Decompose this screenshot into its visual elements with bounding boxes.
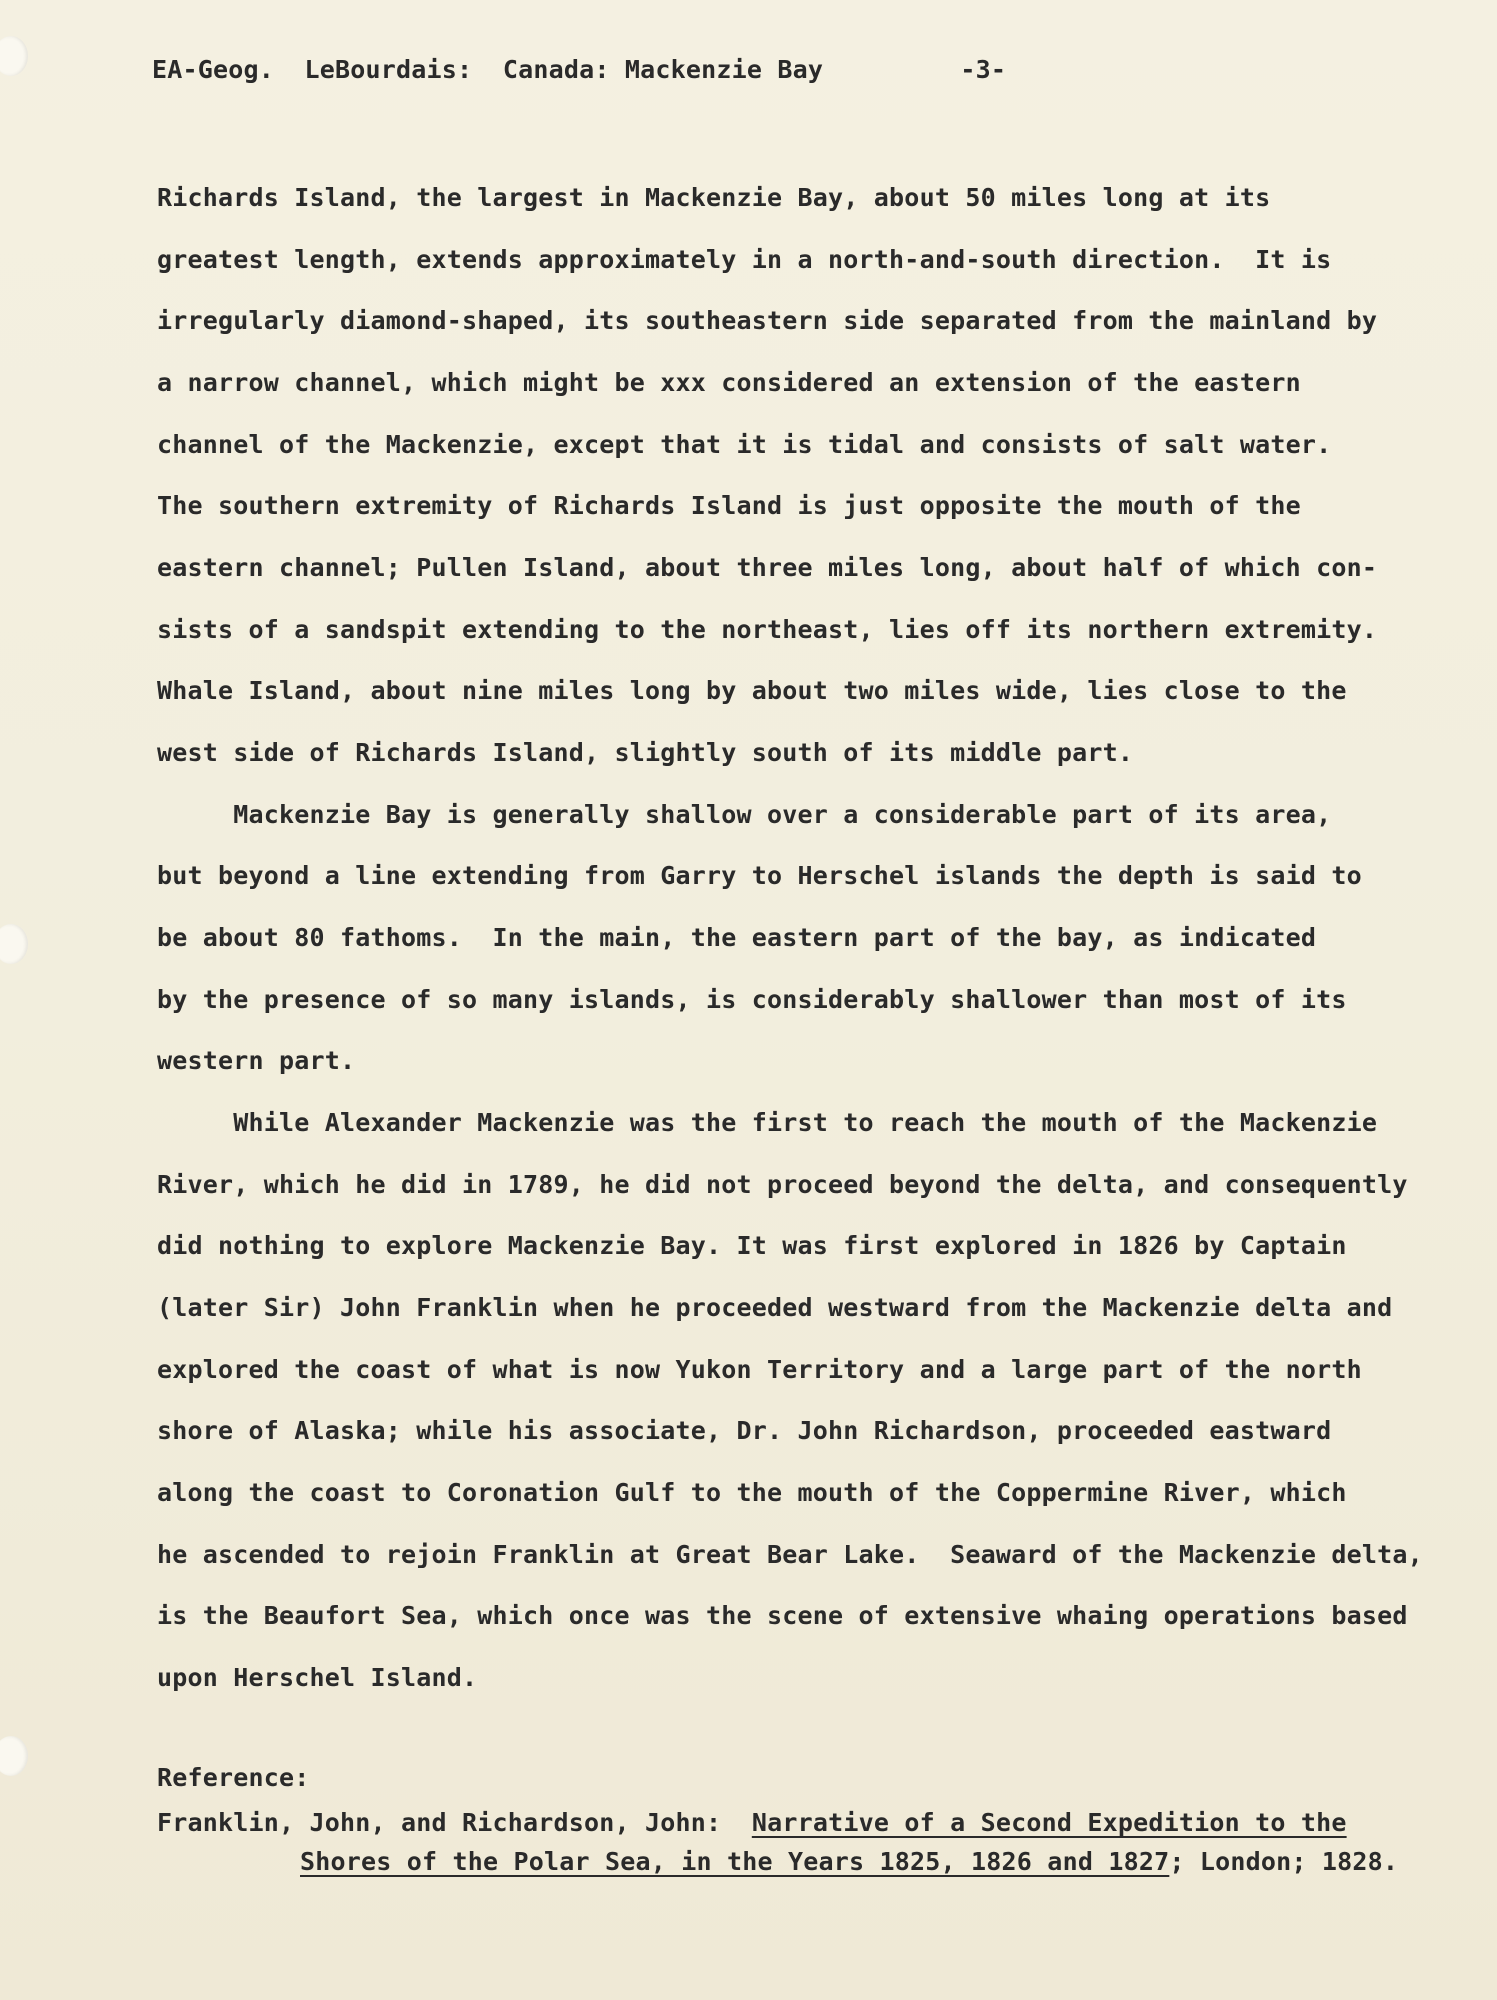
text-line: shore of Alaska; while his associate, Dr. John Richardson, proceeded eastward (157, 1416, 1332, 1445)
text-line: is the Beaufort Sea, which once was the scene of extensive whaing operations based (157, 1601, 1408, 1630)
text-line: sists of a sandspit extending to the northeast, lies off its northern extremity. (157, 615, 1378, 644)
text-line: Whale Island, about nine miles long by about two miles wide, lies close to the (157, 676, 1347, 705)
text-line: greatest length, extends approximately in a north-and-south direction. It is (157, 245, 1332, 274)
text-line: western part. (157, 1046, 356, 1075)
text-line: be about 80 fathoms. In the main, the eastern part of the bay, as indicated (157, 923, 1317, 952)
page-header (152, 57, 1006, 82)
reference-heading: Reference: (157, 1763, 310, 1792)
text-line: but beyond a line extending from Garry to Herschel islands the depth is said to (157, 861, 1362, 890)
text-line: west side of Richards Island, slightly south of its middle part. (157, 738, 1134, 767)
reference-citation-line-1 (157, 1810, 1347, 1835)
reference-title-part-2: Shores of the Polar Sea, in the Years 1825, 1826 and 1827 (300, 1847, 1170, 1876)
text-line: River, which he did in 1789, he did not proceed beyond the delta, and consequently (157, 1170, 1408, 1199)
text-line: Mackenzie Bay is generally shallow over a considerable part of its area, (157, 800, 1332, 829)
text-line: a narrow channel, which might be xxx considered an extension of the eastern (157, 368, 1301, 397)
reference-citation-line-2 (300, 1849, 1398, 1874)
text-line: upon Herschel Island. (157, 1663, 478, 1692)
text-line: irregularly diamond-shaped, its southeastern side separated from the mainland by (157, 306, 1378, 335)
text-line: The southern extremity of Richards Island is just opposite the mouth of the (157, 491, 1301, 520)
text-line: Richards Island, the largest in Mackenzie Bay, about 50 miles long at its (157, 183, 1271, 212)
header-topic: Canada: Mackenzie Bay (502, 55, 824, 84)
punch-hole (0, 1736, 28, 1776)
text-line: along the coast to Coronation Gulf to the mouth of the Coppermine River, which (157, 1478, 1347, 1507)
punch-hole (0, 924, 28, 964)
header-author: LeBourdais: (304, 55, 473, 84)
text-line: did nothing to explore Mackenzie Bay. It was first explored in 1826 by Captain (157, 1231, 1347, 1260)
reference-authors: Franklin, John, and Richardson, John: (157, 1808, 722, 1837)
reference-title-part-1: Narrative of a Second Expedition to the (751, 1808, 1347, 1837)
text-line: by the presence of so many islands, is considerably shallower than most of its (157, 985, 1347, 1014)
text-line: channel of the Mackenzie, except that it is tidal and consists of salt water. (157, 430, 1332, 459)
punch-hole (0, 36, 28, 76)
text-line: he ascended to rejoin Franklin at Great Bear Lake. Seaward of the Mackenzie delta, (157, 1540, 1423, 1569)
page-number: -3- (960, 55, 1007, 84)
text-line: While Alexander Mackenzie was the first to reach the mouth of the Mackenzie (157, 1108, 1378, 1137)
text-line: (later Sir) John Franklin when he proceeded westward from the Mackenzie delta and (157, 1293, 1393, 1322)
text-line: eastern channel; Pullen Island, about three miles long, about half of which con- (157, 553, 1378, 582)
text-line: explored the coast of what is now Yukon Territory and a large part of the north (157, 1355, 1362, 1384)
header-series: EA-Geog. (152, 55, 275, 84)
reference-publication: ; London; 1828. (1169, 1847, 1399, 1876)
